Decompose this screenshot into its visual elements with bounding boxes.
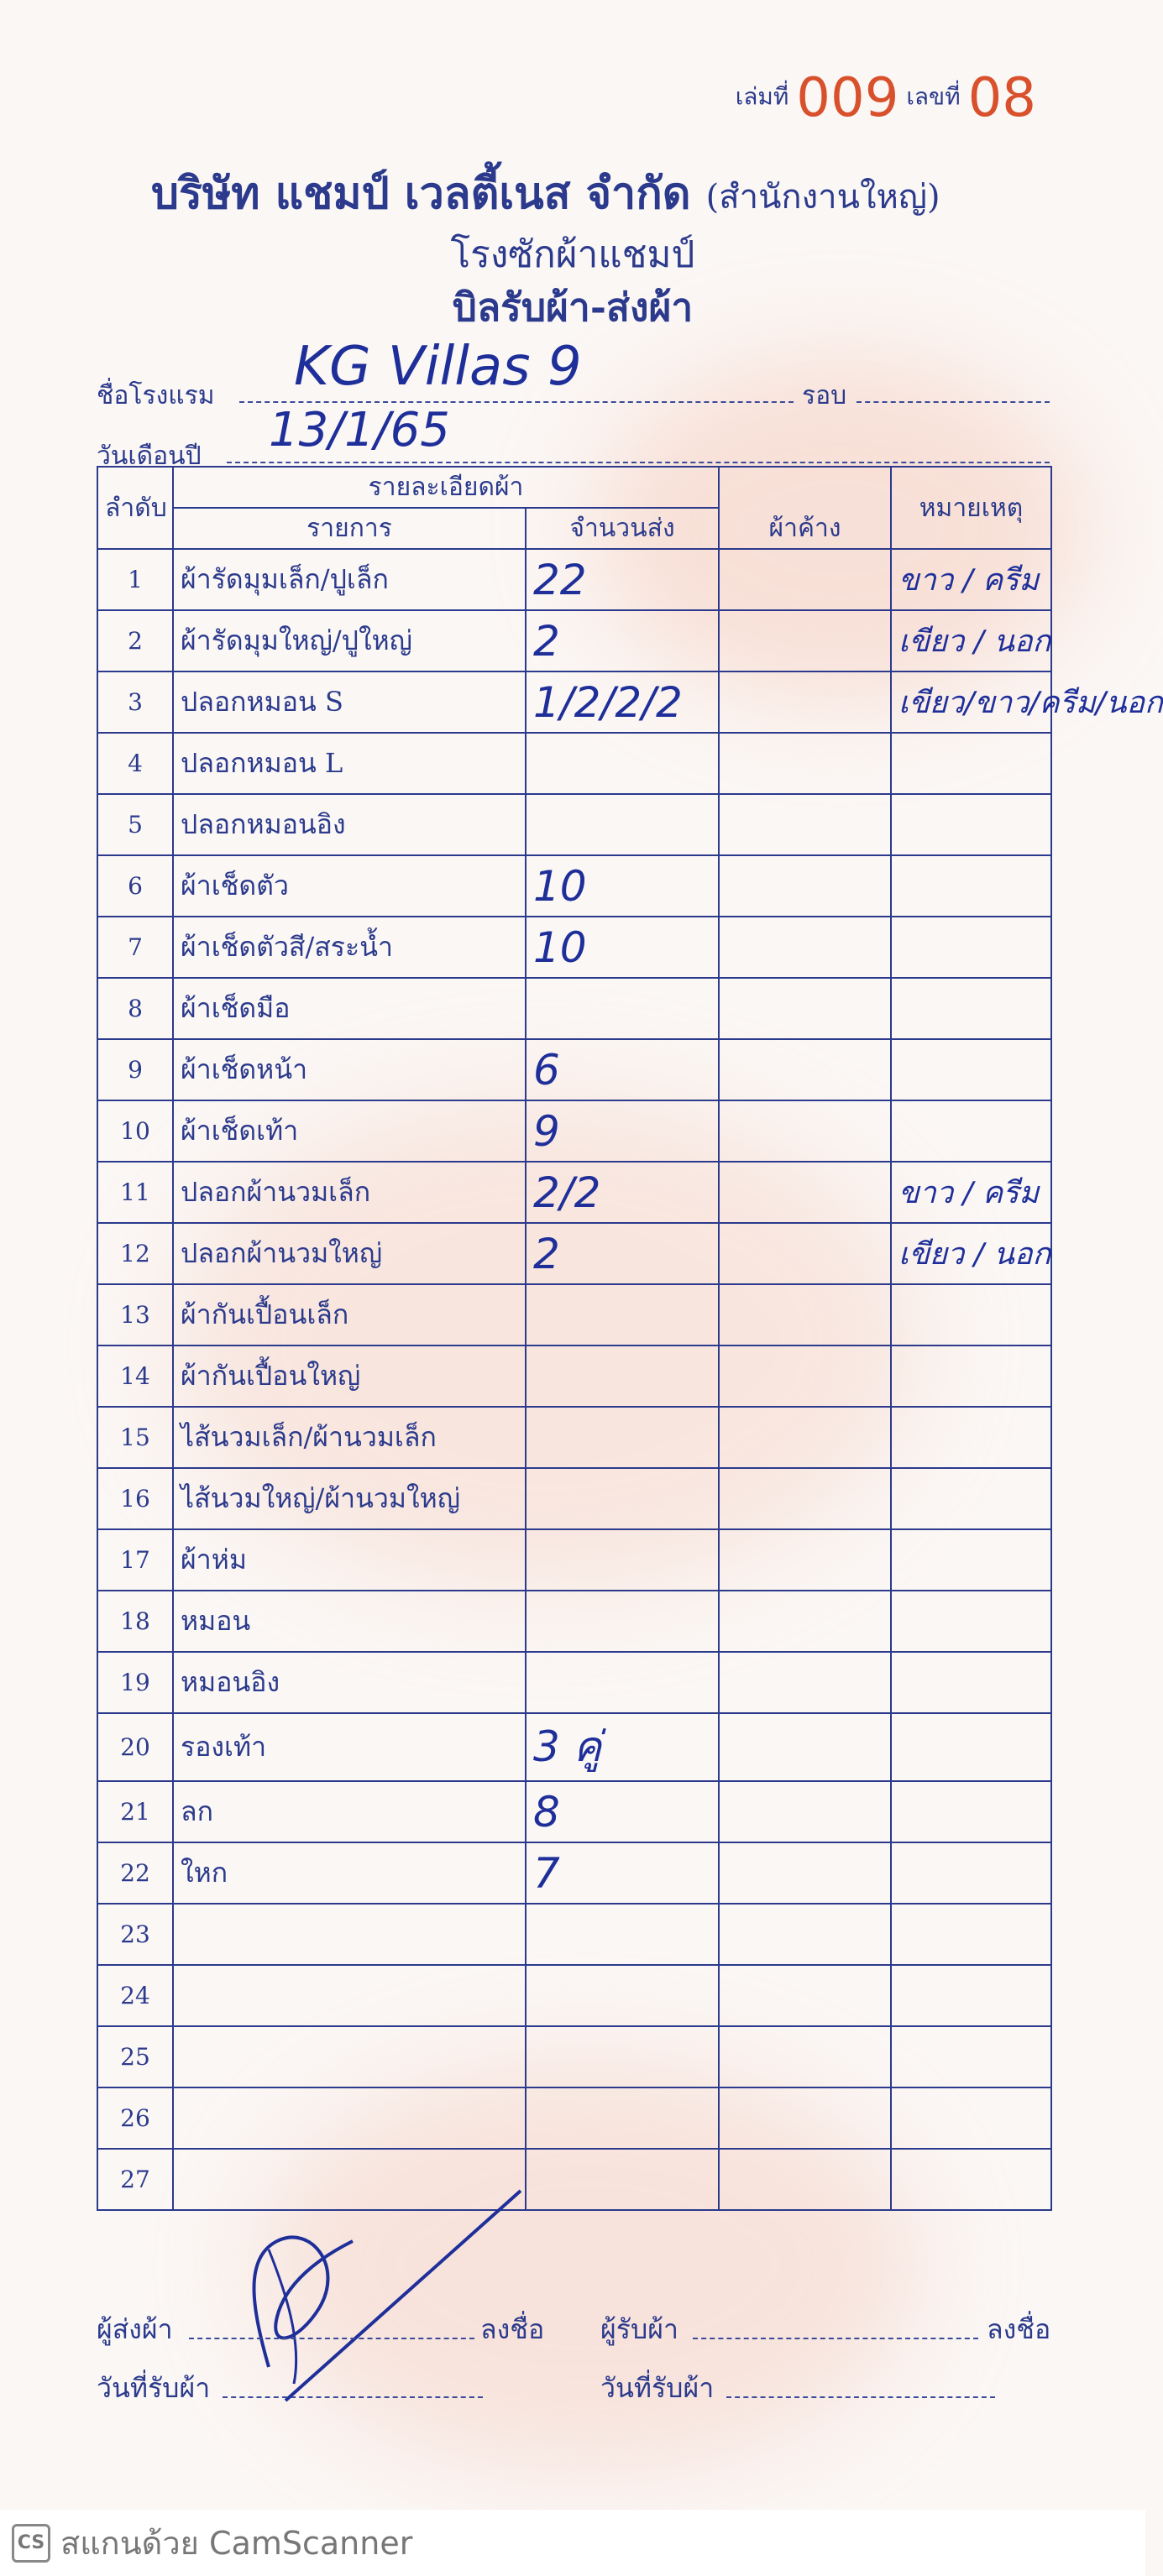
row-note [891, 2149, 1051, 2210]
row-number: 27 [97, 2149, 173, 2210]
receiver-line [693, 2338, 978, 2339]
header-note: หมายเหตุ [891, 467, 1051, 549]
row-note [891, 1652, 1051, 1713]
table-row [97, 1407, 1051, 1468]
sender-line [189, 2338, 474, 2339]
row-note [891, 1407, 1051, 1468]
row-item: ปลอกหมอนอิง [173, 794, 526, 855]
row-number: 5 [97, 794, 173, 855]
table-row [97, 1223, 1051, 1284]
hotel-value: KG Villas 9 [294, 336, 582, 398]
table-row [97, 1781, 1051, 1842]
row-number: 2 [97, 610, 173, 671]
row-pending [719, 1345, 891, 1407]
camscanner-icon: CS [12, 2524, 50, 2563]
table-row [97, 1529, 1051, 1591]
row-note [891, 1284, 1051, 1345]
row-sent [526, 2149, 719, 2210]
row-note [891, 1842, 1051, 1904]
header-item: รายการ [173, 508, 526, 549]
row-number: 25 [97, 2026, 173, 2087]
factory-name: โรงซักผ้าแชมป์ [450, 233, 695, 276]
row-item: ผ้าเช็ดเท้า [173, 1100, 526, 1162]
row-sent [526, 1529, 719, 1591]
row-pending [719, 1904, 891, 1965]
table-row [97, 733, 1051, 794]
row-note: เขียว / นอก [891, 1223, 1051, 1284]
row-item: ลก [173, 1781, 526, 1842]
row-pending [719, 1713, 891, 1781]
row-sent: 8 [526, 1781, 719, 1842]
row-item: ปลอกผ้านวมเล็ก [173, 1162, 526, 1223]
table-row [97, 1162, 1051, 1223]
row-pending [719, 917, 891, 978]
laundry-table [97, 466, 1163, 2211]
row-pending [719, 1223, 891, 1284]
row-note [891, 2087, 1051, 2149]
book-label: เล่มที่ [735, 82, 789, 111]
table-row [97, 1904, 1051, 1965]
row-pending [719, 2026, 891, 2087]
receiver-label: ผู้รับผ้า [600, 2313, 678, 2345]
row-item: หมอนอิง [173, 1652, 526, 1713]
row-pending [719, 1284, 891, 1345]
received-date-line-2 [726, 2396, 995, 2398]
row-sent [526, 2026, 719, 2087]
row-pending [719, 2149, 891, 2210]
row-pending [719, 1591, 891, 1652]
round-line [857, 401, 1050, 403]
row-number: 4 [97, 733, 173, 794]
row-sent: 10 [526, 917, 719, 978]
table-row [97, 549, 1051, 610]
row-note [891, 1965, 1051, 2026]
camscanner-text: สแกนด้วย CamScanner [60, 2525, 413, 2562]
row-item: รองเท้า [173, 1713, 526, 1781]
row-item: ผ้ากันเปื้อนเล็ก [173, 1284, 526, 1345]
row-note [891, 1468, 1051, 1529]
table-row [97, 671, 1051, 733]
row-pending [719, 978, 891, 1039]
row-note [891, 1345, 1051, 1407]
table-row [97, 1842, 1051, 1904]
row-item: หมอน [173, 1591, 526, 1652]
row-item: ผ้ารัดมุมใหญ่/ปูใหญ่ [173, 610, 526, 671]
table-row [97, 1039, 1051, 1100]
row-item: ไส้นวมเล็ก/ผ้านวมเล็ก [173, 1407, 526, 1468]
row-pending [719, 1162, 891, 1223]
row-note: เขียว / นอก [891, 610, 1051, 671]
row-number: 15 [97, 1407, 173, 1468]
row-pending [719, 1781, 891, 1842]
date-line [227, 462, 1050, 463]
row-note [891, 733, 1051, 794]
row-item: ผ้ากันเปื้อนใหญ่ [173, 1345, 526, 1407]
row-sent: 9 [526, 1100, 719, 1162]
date-label: วันเดือนปี [97, 442, 202, 471]
row-sent [526, 733, 719, 794]
row-number: 9 [97, 1039, 173, 1100]
sign-label: ลงชื่อ [480, 2313, 545, 2345]
row-number: 18 [97, 1591, 173, 1652]
row-number: 23 [97, 1904, 173, 1965]
row-sent [526, 1284, 719, 1345]
sender-label: ผู้ส่งผ้า [97, 2313, 173, 2345]
row-sent: 1/2/2/2 [526, 671, 719, 733]
row-pending [719, 855, 891, 917]
row-pending [719, 610, 891, 671]
row-pending [719, 1842, 891, 1904]
row-number: 14 [97, 1345, 173, 1407]
row-number: 17 [97, 1529, 173, 1591]
row-number: 12 [97, 1223, 173, 1284]
row-note: ขาว / ครีม [891, 1162, 1051, 1223]
table-row [97, 1284, 1051, 1345]
row-number: 3 [97, 671, 173, 733]
row-number: 1 [97, 549, 173, 610]
row-sent [526, 794, 719, 855]
row-sent: 6 [526, 1039, 719, 1100]
row-note: เขียว/ขาว/ครีม/นอก [891, 671, 1051, 733]
row-sent [526, 1591, 719, 1652]
sign-label-2: ลงชื่อ [987, 2313, 1051, 2345]
row-note [891, 978, 1051, 1039]
row-pending [719, 549, 891, 610]
row-note [891, 917, 1051, 978]
doc-number: 08 [967, 67, 1036, 129]
received-date-label: วันที่รับผ้า [97, 2372, 211, 2404]
row-pending [719, 1468, 891, 1529]
row-number: 8 [97, 978, 173, 1039]
row-sent [526, 1407, 719, 1468]
table-row [97, 855, 1051, 917]
row-pending [719, 2087, 891, 2149]
table-row [97, 610, 1051, 671]
row-sent: 2 [526, 1223, 719, 1284]
row-sent [526, 1345, 719, 1407]
row-number: 11 [97, 1162, 173, 1223]
book-number [736, 67, 1036, 129]
book-no: 009 [796, 67, 899, 129]
row-sent: 7 [526, 1842, 719, 1904]
row-number: 22 [97, 1842, 173, 1904]
row-sent: 2 [526, 610, 719, 671]
row-number: 26 [97, 2087, 173, 2149]
table-row [97, 1100, 1051, 1162]
row-number: 10 [97, 1100, 173, 1162]
row-number: 21 [97, 1781, 173, 1842]
row-pending [719, 1100, 891, 1162]
row-sent: 10 [526, 855, 719, 917]
row-sent [526, 978, 719, 1039]
row-note: ขาว / ครีม [891, 549, 1051, 610]
row-note [891, 1713, 1051, 1781]
row-number: 7 [97, 917, 173, 978]
row-note [891, 1529, 1051, 1591]
table-row [97, 978, 1051, 1039]
row-item: ปลอกหมอน L [173, 733, 526, 794]
table-row [97, 1652, 1051, 1713]
received-date-line [223, 2396, 483, 2398]
row-sent: 22 [526, 549, 719, 610]
row-sent [526, 1652, 719, 1713]
row-item: ผ้าห่ม [173, 1529, 526, 1591]
row-sent [526, 2087, 719, 2149]
row-pending [719, 671, 891, 733]
row-number: 20 [97, 1713, 173, 1781]
row-item: ผ้าเช็ดหน้า [173, 1039, 526, 1100]
row-item: ผ้าเช็ดมือ [173, 978, 526, 1039]
camscanner-watermark [0, 2510, 1145, 2576]
row-note [891, 855, 1051, 917]
table-row [97, 794, 1051, 855]
row-pending [719, 1039, 891, 1100]
row-item [173, 1904, 526, 1965]
row-pending [719, 794, 891, 855]
table-row [97, 2026, 1051, 2087]
table-row [97, 1713, 1051, 1781]
table-row [97, 1591, 1051, 1652]
row-item: ปลอกผ้านวมใหญ่ [173, 1223, 526, 1284]
round-label: รอบ [802, 381, 847, 410]
row-note [891, 794, 1051, 855]
table-row [97, 1345, 1051, 1407]
row-item [173, 2026, 526, 2087]
header-pending: ผ้าค้าง [719, 467, 891, 549]
row-item: ไส้นวมใหญ่/ผ้านวมใหญ่ [173, 1468, 526, 1529]
row-pending [719, 733, 891, 794]
row-note [891, 1591, 1051, 1652]
date-value: 13/1/65 [269, 403, 450, 457]
header-no: ลำดับ [97, 467, 173, 549]
row-pending [719, 1529, 891, 1591]
number-label: เลขที่ [906, 82, 961, 111]
bill-title: บิลรับผ้า-ส่งผ้า [452, 285, 694, 330]
received-date-label-2: วันที่รับผ้า [600, 2372, 715, 2404]
row-item: ผ้าเช็ดตัว [173, 855, 526, 917]
row-sent [526, 1965, 719, 2026]
row-item [173, 2087, 526, 2149]
row-pending [719, 1652, 891, 1713]
table-row [97, 917, 1051, 978]
row-number: 19 [97, 1652, 173, 1713]
row-item [173, 1965, 526, 2026]
row-number: 13 [97, 1284, 173, 1345]
table-row [97, 2087, 1051, 2149]
table-row [97, 1468, 1051, 1529]
hotel-label: ชื่อโรงแรม [97, 381, 215, 410]
row-pending [719, 1965, 891, 2026]
row-note [891, 1039, 1051, 1100]
row-sent [526, 1904, 719, 1965]
row-item: ผ้ารัดมุมเล็ก/ปูเล็ก [173, 549, 526, 610]
row-note [891, 1781, 1051, 1842]
row-sent: 2/2 [526, 1162, 719, 1223]
row-item: ปลอกหมอน S [173, 671, 526, 733]
handwritten-signature [218, 2174, 537, 2409]
company-name [151, 158, 940, 227]
row-number: 24 [97, 1965, 173, 2026]
row-item: ผ้าเช็ดตัวสี/สระน้ำ [173, 917, 526, 978]
row-pending [719, 1407, 891, 1468]
row-number: 16 [97, 1468, 173, 1529]
row-note [891, 1100, 1051, 1162]
company-branch: (สำนักงานใหญ่) [705, 178, 940, 217]
company-label: บริษัท แชมป์ เวลตี้เนส จำกัด [151, 168, 691, 219]
row-number: 6 [97, 855, 173, 917]
table-row [97, 1965, 1051, 2026]
row-sent: 3 คู่ [526, 1713, 719, 1781]
row-sent [526, 1468, 719, 1529]
row-note [891, 2026, 1051, 2087]
header-details: รายละเอียดผ้า [173, 467, 719, 508]
row-note [891, 1904, 1051, 1965]
row-item: ใหก [173, 1842, 526, 1904]
header-sent: จำนวนส่ง [526, 508, 719, 549]
